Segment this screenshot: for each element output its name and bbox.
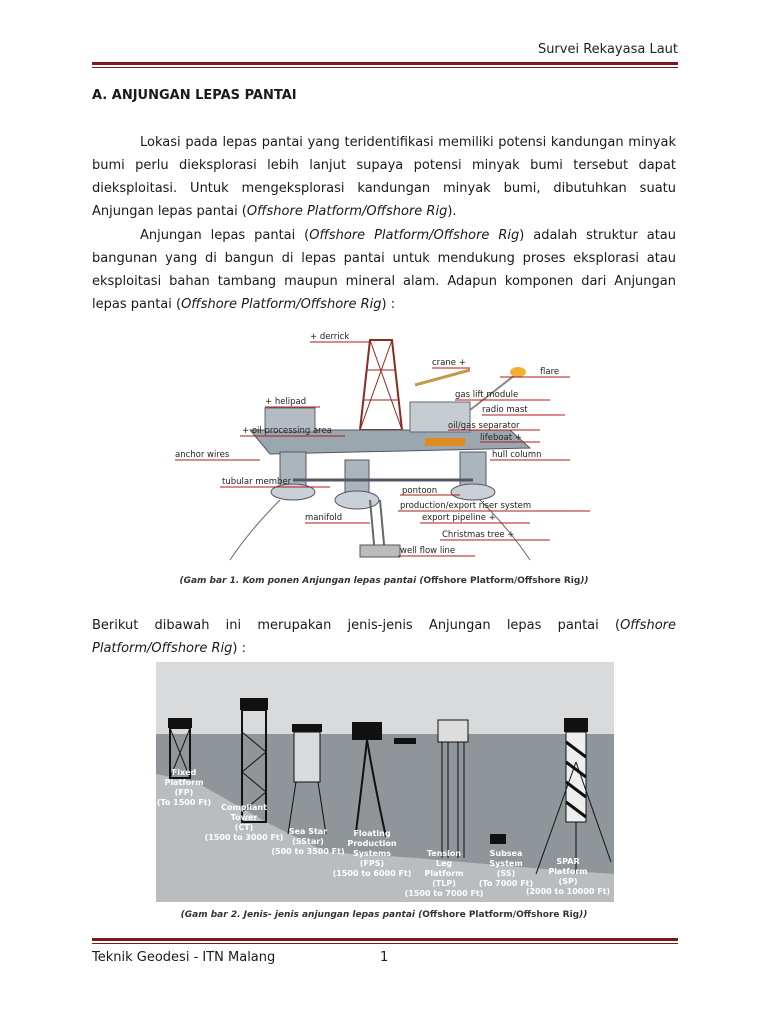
svg-text:(To 1500 Ft): (To 1500 Ft) (156, 798, 212, 807)
label-christmas-tree: Christmas tree + (442, 530, 515, 540)
paragraph-intro: Lokasi pada lepas pantai yang teridentifikasi memiliki potensi kandungan minyak bumi perlu dieksplorasi lebih lanjut supaya potensi minyak bumi tersebut dapat dieksploitasi. Untuk mengeksplorasi kandungan minyak bumi, dibutuhkan suatu Anjungan lepas pantai (Offshore Platform/Offshore Rig). (92, 135, 676, 219)
svg-text:(1500 to 3000 Ft): (1500 to 3000 Ft) (204, 833, 284, 842)
svg-text:Sea Star: Sea Star (288, 827, 328, 836)
label-lifeboat: lifeboat + (480, 433, 522, 443)
svg-text:(1500 to 6000 Ft): (1500 to 6000 Ft) (332, 869, 412, 878)
svg-text:Leg: Leg (435, 859, 453, 868)
svg-text:(CT): (CT) (234, 823, 254, 832)
svg-text:(FPS): (FPS) (359, 859, 385, 868)
figure2-caption: (Gam bar 2. Jenis- jenis anjungan lepas pantai (Offshore Platform/Offshore Rig)) (180, 910, 588, 920)
svg-text:(SP): (SP) (558, 877, 578, 886)
svg-text:(FP): (FP) (174, 788, 194, 797)
svg-text:(TLP): (TLP) (432, 879, 456, 888)
svg-text:Platform: Platform (164, 778, 204, 787)
label-oil-processing: + oil processing area (242, 426, 332, 436)
label-gas-lift: gas lift module (455, 390, 519, 400)
svg-text:(SStar): (SStar) (292, 837, 324, 846)
label-flare: flare (540, 367, 560, 377)
svg-text:Tension: Tension (426, 849, 462, 858)
svg-text:System: System (489, 859, 523, 868)
svg-text:Tower: Tower (230, 813, 258, 822)
label-well-flow-line: well flow line (400, 546, 456, 556)
svg-text:(500 to 3500 Ft): (500 to 3500 Ft) (271, 847, 345, 856)
platform-types-figure (156, 662, 614, 902)
header-rule (92, 62, 678, 68)
running-header: Survei Rekayasa Laut (537, 42, 678, 57)
figure1-caption: (Gam bar 1. Kom ponen Anjungan lepas pantai (Offshore Platform/Offshore Rig)) (179, 576, 589, 586)
rig-components-figure (170, 330, 600, 566)
section-title: A. ANJUNGAN LEPAS PANTAI (92, 88, 297, 103)
label-riser-system: production/export riser system (400, 501, 532, 511)
label-crane: crane + (432, 358, 466, 368)
label-tubular-member: tubular member (222, 477, 292, 487)
svg-text:(To 7000 Ft): (To 7000 Ft) (478, 879, 534, 888)
label-helipad: + helipad (265, 397, 307, 407)
footer-institution: Teknik Geodesi - ITN Malang (92, 950, 276, 965)
label-hull-column: hull column (492, 450, 542, 460)
paragraph-types-intro: Berikut dibawah ini merupakan jenis-jenis Anjungan lepas pantai (Offshore Platform/Offshore Rig) : (92, 618, 676, 656)
svg-text:Compliant: Compliant (221, 803, 267, 812)
svg-text:Production: Production (347, 839, 397, 848)
label-anchor-wires: anchor wires (175, 450, 230, 460)
svg-text:Platform: Platform (548, 867, 588, 876)
label-radio-mast: radio mast (482, 405, 528, 415)
label-derrick: + derrick (310, 332, 350, 342)
label-export-pipeline: export pipeline + (422, 513, 496, 523)
svg-text:Systems: Systems (352, 849, 392, 858)
page-number: 1 (380, 950, 389, 965)
svg-text:SPAR: SPAR (556, 857, 580, 866)
svg-text:Floating: Floating (353, 829, 391, 838)
subsea-illustration (490, 834, 506, 844)
svg-text:(2000 to 10000 Ft): (2000 to 10000 Ft) (525, 887, 611, 896)
svg-text:Subsea: Subsea (489, 849, 523, 858)
label-manifold: manifold (305, 513, 343, 523)
svg-text:(SS): (SS) (496, 869, 516, 878)
paragraph-definition: Anjungan lepas pantai (Offshore Platform/Offshore Rig) adalah struktur atau bangunan yang di bangun di lepas pantai untuk mendukung proses eksplorasi atau eksploitasi bahan tambang maupun mineral alam. Adapun komponen dari Anjungan lepas pantai (Offshore Platform/Offshore Rig) : (92, 228, 676, 312)
label-pontoon: pontoon (402, 486, 438, 496)
label-oil-gas-separator: oil/gas separator (448, 421, 520, 431)
rig-illustration (230, 340, 530, 560)
svg-text:(1500 to 7000 Ft): (1500 to 7000 Ft) (404, 889, 484, 898)
svg-text:Fixed: Fixed (171, 768, 197, 777)
footer-rule (92, 938, 678, 944)
svg-text:Platform: Platform (424, 869, 464, 878)
